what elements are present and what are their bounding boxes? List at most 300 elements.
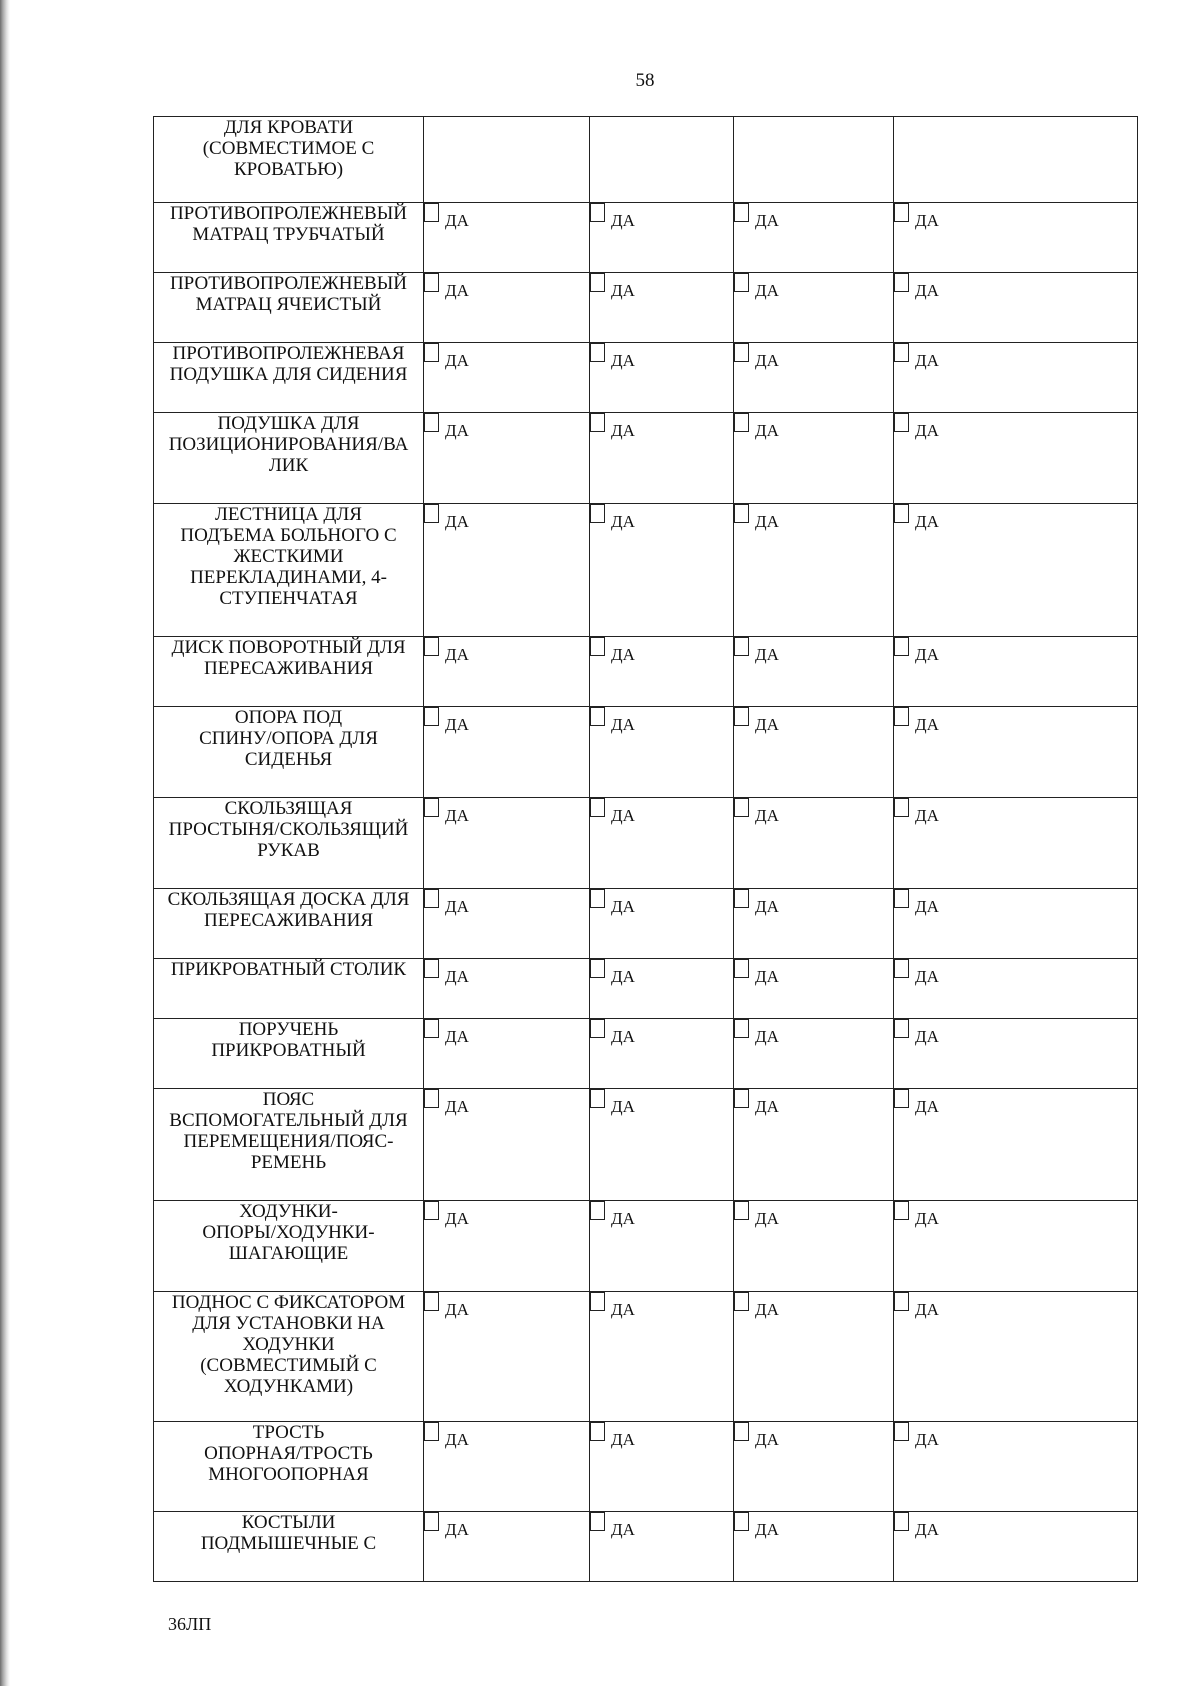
checkbox-square-icon[interactable] <box>894 959 909 978</box>
option-cell <box>424 1422 590 1512</box>
yes-checkbox[interactable] <box>734 343 779 370</box>
checkbox-square-icon[interactable] <box>734 203 749 222</box>
checkbox-square-icon[interactable] <box>894 637 909 656</box>
yes-checkbox[interactable] <box>734 203 779 230</box>
option-cell <box>424 889 590 959</box>
yes-checkbox[interactable] <box>894 1201 939 1228</box>
item-label <box>154 1201 424 1292</box>
yes-checkbox[interactable] <box>894 707 939 734</box>
yes-checkbox[interactable] <box>590 637 635 664</box>
checkbox-label: ДА <box>755 1209 779 1228</box>
checkbox-square-icon[interactable] <box>590 273 605 292</box>
yes-checkbox[interactable] <box>894 1422 939 1449</box>
checkbox-square-icon[interactable] <box>424 1292 439 1311</box>
checkbox-square-icon[interactable] <box>590 1292 605 1311</box>
checkbox-square-icon[interactable] <box>894 1089 909 1108</box>
option-cell <box>894 203 1138 273</box>
checkbox-label: ДА <box>755 1027 779 1046</box>
item-label <box>154 1422 424 1512</box>
checkbox-square-icon[interactable] <box>590 889 605 908</box>
checkbox-label: ДА <box>445 1430 469 1449</box>
item-label-line: ТРОСТЬ <box>252 1422 325 1443</box>
item-label-line: СКОЛЬЗЯЩАЯ ДОСКА ДЛЯ <box>167 889 410 910</box>
table-row <box>154 413 1138 504</box>
table-row <box>154 1512 1138 1582</box>
checkbox-label: ДА <box>915 512 939 531</box>
footer-code: 36ЛП <box>168 1614 212 1634</box>
checkbox-label: ДА <box>915 1520 939 1539</box>
checkbox-label: ДА <box>755 715 779 734</box>
table-row <box>154 1292 1138 1422</box>
yes-checkbox[interactable] <box>590 798 635 825</box>
yes-checkbox[interactable] <box>590 343 635 370</box>
option-cell <box>590 1292 734 1422</box>
checkbox-label: ДА <box>445 351 469 370</box>
checkbox-square-icon[interactable] <box>894 1292 909 1311</box>
checkbox-square-icon[interactable] <box>894 1422 909 1441</box>
checkbox-label: ДА <box>611 967 635 986</box>
checkbox-label: ДА <box>611 421 635 440</box>
checkbox-square-icon[interactable] <box>894 343 909 362</box>
table-row <box>154 1201 1138 1292</box>
yes-checkbox[interactable] <box>734 1201 779 1228</box>
option-cell <box>424 798 590 889</box>
checkbox-label: ДА <box>445 806 469 825</box>
yes-checkbox[interactable] <box>424 637 469 664</box>
item-label-line: (СОВМЕСТИМЫЙ С <box>200 1355 377 1376</box>
option-cell <box>590 1089 734 1201</box>
option-cell <box>424 504 590 637</box>
table-row <box>154 1422 1138 1512</box>
item-label-line: ОПОРА ПОД <box>234 707 343 728</box>
option-cell <box>894 1019 1138 1089</box>
yes-checkbox[interactable] <box>424 504 469 531</box>
yes-checkbox[interactable] <box>734 1019 779 1046</box>
checkbox-square-icon[interactable] <box>734 1089 749 1108</box>
table-row <box>154 798 1138 889</box>
option-cell <box>590 1019 734 1089</box>
item-label-line: ХОДУНКИ- <box>239 1201 338 1222</box>
yes-checkbox[interactable] <box>734 504 779 531</box>
option-cell <box>734 1019 894 1089</box>
yes-checkbox[interactable] <box>894 1089 939 1116</box>
yes-checkbox[interactable] <box>424 1422 469 1449</box>
checkbox-square-icon[interactable] <box>424 707 439 726</box>
option-cell <box>734 203 894 273</box>
checkbox-label: ДА <box>915 806 939 825</box>
checkbox-square-icon[interactable] <box>590 343 605 362</box>
checkbox-label: ДА <box>915 1430 939 1449</box>
item-label <box>154 343 424 413</box>
checkbox-label: ДА <box>611 1027 635 1046</box>
table-row <box>154 637 1138 707</box>
item-label-line: ПОДУШКА ДЛЯ СИДЕНИЯ <box>169 364 408 385</box>
checkbox-square-icon[interactable] <box>424 637 439 656</box>
checkbox-label: ДА <box>915 897 939 916</box>
checkbox-square-icon[interactable] <box>734 1512 749 1531</box>
yes-checkbox[interactable] <box>894 504 939 531</box>
checkbox-square-icon[interactable] <box>424 504 439 523</box>
option-cell <box>734 1422 894 1512</box>
option-cell <box>734 413 894 504</box>
option-cell <box>894 1089 1138 1201</box>
checkbox-label: ДА <box>755 967 779 986</box>
checkbox-square-icon[interactable] <box>894 1201 909 1220</box>
option-cell <box>734 504 894 637</box>
table-body <box>154 117 1138 1582</box>
checkbox-square-icon[interactable] <box>424 959 439 978</box>
item-label-line: ХОДУНКИ <box>242 1334 335 1355</box>
yes-checkbox[interactable] <box>894 203 939 230</box>
yes-checkbox[interactable] <box>734 798 779 825</box>
option-cell <box>734 889 894 959</box>
checkbox-label: ДА <box>611 211 635 230</box>
yes-checkbox[interactable] <box>424 1089 469 1116</box>
table-row <box>154 1089 1138 1201</box>
yes-checkbox[interactable] <box>734 1512 779 1539</box>
yes-checkbox[interactable] <box>424 273 469 300</box>
option-cell <box>894 1422 1138 1512</box>
checkbox-label: ДА <box>445 967 469 986</box>
yes-checkbox[interactable] <box>734 273 779 300</box>
option-cell <box>734 1201 894 1292</box>
item-label-line: ВСПОМОГАТЕЛЬНЫЙ ДЛЯ <box>169 1110 408 1131</box>
option-cell <box>424 1201 590 1292</box>
option-cell <box>590 203 734 273</box>
item-label-line: МАТРАЦ ТРУБЧАТЫЙ <box>192 224 385 245</box>
yes-checkbox[interactable] <box>894 1292 939 1319</box>
checkbox-label: ДА <box>915 1027 939 1046</box>
option-cell <box>424 1292 590 1422</box>
checkbox-label: ДА <box>755 1300 779 1319</box>
option-cell <box>424 117 590 203</box>
option-cell <box>424 203 590 273</box>
yes-checkbox[interactable] <box>894 959 939 986</box>
checkbox-label: ДА <box>755 806 779 825</box>
item-label <box>154 798 424 889</box>
item-label-line: ПРИКРОВАТНЫЙ <box>211 1040 366 1061</box>
yes-checkbox[interactable] <box>424 1512 469 1539</box>
item-label-line: ПРОТИВОПРОЛЕЖНЕВЫЙ <box>169 273 408 294</box>
yes-checkbox[interactable] <box>590 504 635 531</box>
checkbox-square-icon[interactable] <box>734 959 749 978</box>
checkbox-label: ДА <box>445 715 469 734</box>
checkbox-square-icon[interactable] <box>590 959 605 978</box>
option-cell <box>734 959 894 1019</box>
item-label <box>154 1019 424 1089</box>
checkbox-square-icon[interactable] <box>590 1512 605 1531</box>
checkbox-label: ДА <box>755 281 779 300</box>
option-cell <box>894 707 1138 798</box>
checkbox-label: ДА <box>445 211 469 230</box>
item-label-line: МАТРАЦ ЯЧЕИСТЫЙ <box>195 294 382 315</box>
equipment-table <box>153 116 1138 1582</box>
checkbox-square-icon[interactable] <box>894 273 909 292</box>
item-label-line: ПЕРЕКЛАДИНАМИ, 4- <box>190 567 387 588</box>
item-label-line: ПОРУЧЕНЬ <box>238 1019 339 1040</box>
checkbox-label: ДА <box>445 1520 469 1539</box>
item-label-line: ПРОСТЫНЯ/СКОЛЬЗЯЩИЙ <box>168 819 409 840</box>
yes-checkbox[interactable] <box>590 1019 635 1046</box>
checkbox-label: ДА <box>611 1520 635 1539</box>
yes-checkbox[interactable] <box>734 1422 779 1449</box>
yes-checkbox[interactable] <box>894 889 939 916</box>
option-cell <box>734 1089 894 1201</box>
checkbox-label: ДА <box>445 512 469 531</box>
checkbox-square-icon[interactable] <box>590 504 605 523</box>
yes-checkbox[interactable] <box>894 1512 939 1539</box>
checkbox-square-icon[interactable] <box>734 413 749 432</box>
item-label-line: СТУПЕНЧАТАЯ <box>219 588 358 609</box>
item-label-line: ПЕРЕСАЖИВАНИЯ <box>203 658 373 679</box>
checkbox-square-icon[interactable] <box>894 798 909 817</box>
checkbox-label: ДА <box>915 421 939 440</box>
page-number: 58 <box>635 70 655 91</box>
item-label-line: КОСТЫЛИ <box>241 1512 336 1533</box>
yes-checkbox[interactable] <box>734 707 779 734</box>
checkbox-square-icon[interactable] <box>424 273 439 292</box>
checkbox-square-icon[interactable] <box>734 343 749 362</box>
checkbox-square-icon[interactable] <box>590 413 605 432</box>
checkbox-label: ДА <box>611 1209 635 1228</box>
checkbox-label: ДА <box>611 351 635 370</box>
item-label <box>154 1292 424 1422</box>
item-label-line: ПОДНОС С ФИКСАТОРОМ <box>171 1292 406 1313</box>
checkbox-square-icon[interactable] <box>734 798 749 817</box>
option-cell <box>424 1512 590 1582</box>
item-label-line: ПЕРЕМЕЩЕНИЯ/ПОЯС- <box>183 1131 394 1152</box>
option-cell <box>734 798 894 889</box>
option-cell <box>424 1019 590 1089</box>
table-row <box>154 343 1138 413</box>
yes-checkbox[interactable] <box>590 1201 635 1228</box>
yes-checkbox[interactable] <box>734 889 779 916</box>
yes-checkbox[interactable] <box>590 413 635 440</box>
item-label-line: ПРОТИВОПРОЛЕЖНЕВАЯ <box>172 343 405 364</box>
yes-checkbox[interactable] <box>424 1292 469 1319</box>
item-label-line: СИДЕНЬЯ <box>244 749 333 770</box>
yes-checkbox[interactable] <box>590 889 635 916</box>
yes-checkbox[interactable] <box>424 959 469 986</box>
item-label <box>154 959 424 1019</box>
option-cell <box>590 117 734 203</box>
yes-checkbox[interactable] <box>590 1089 635 1116</box>
checkbox-label: ДА <box>611 1300 635 1319</box>
checkbox-label: ДА <box>445 1027 469 1046</box>
checkbox-square-icon[interactable] <box>734 504 749 523</box>
option-cell <box>424 637 590 707</box>
yes-checkbox[interactable] <box>590 273 635 300</box>
checkbox-square-icon[interactable] <box>424 343 439 362</box>
table-row <box>154 1019 1138 1089</box>
yes-checkbox[interactable] <box>894 1019 939 1046</box>
checkbox-label: ДА <box>755 512 779 531</box>
yes-checkbox[interactable] <box>590 1512 635 1539</box>
checkbox-square-icon[interactable] <box>894 504 909 523</box>
yes-checkbox[interactable] <box>424 1019 469 1046</box>
item-label-line: КРОВАТЬЮ) <box>233 159 344 180</box>
checkbox-square-icon[interactable] <box>590 1422 605 1441</box>
option-cell <box>734 273 894 343</box>
item-label-line: ПЕРЕСАЖИВАНИЯ <box>203 910 373 931</box>
yes-checkbox[interactable] <box>734 1089 779 1116</box>
checkbox-square-icon[interactable] <box>734 637 749 656</box>
option-cell <box>590 504 734 637</box>
checkbox-square-icon[interactable] <box>424 203 439 222</box>
yes-checkbox[interactable] <box>734 413 779 440</box>
checkbox-square-icon[interactable] <box>424 1089 439 1108</box>
checkbox-label: ДА <box>755 897 779 916</box>
table-row <box>154 707 1138 798</box>
checkbox-label: ДА <box>755 421 779 440</box>
item-label-line: ПРОТИВОПРОЛЕЖНЕВЫЙ <box>169 203 408 224</box>
checkbox-label: ДА <box>755 645 779 664</box>
checkbox-label: ДА <box>755 1520 779 1539</box>
yes-checkbox[interactable] <box>894 413 939 440</box>
checkbox-square-icon[interactable] <box>734 1201 749 1220</box>
option-cell <box>590 413 734 504</box>
yes-checkbox[interactable] <box>894 273 939 300</box>
yes-checkbox[interactable] <box>734 637 779 664</box>
yes-checkbox[interactable] <box>424 413 469 440</box>
yes-checkbox[interactable] <box>590 707 635 734</box>
checkbox-square-icon[interactable] <box>590 1019 605 1038</box>
checkbox-square-icon[interactable] <box>734 1019 749 1038</box>
option-cell <box>894 798 1138 889</box>
checkbox-label: ДА <box>915 1209 939 1228</box>
option-cell <box>734 1292 894 1422</box>
item-label-line: ОПОРЫ/ХОДУНКИ- <box>202 1222 375 1243</box>
option-cell <box>894 117 1138 203</box>
checkbox-square-icon[interactable] <box>590 707 605 726</box>
yes-checkbox[interactable] <box>590 1422 635 1449</box>
option-cell <box>424 413 590 504</box>
option-cell <box>590 889 734 959</box>
checkbox-square-icon[interactable] <box>590 1201 605 1220</box>
option-cell <box>590 1201 734 1292</box>
option-cell <box>734 707 894 798</box>
checkbox-square-icon[interactable] <box>734 1292 749 1311</box>
yes-checkbox[interactable] <box>894 637 939 664</box>
checkbox-label: ДА <box>755 1430 779 1449</box>
item-label-line: ПОЗИЦИОНИРОВАНИЯ/ВА <box>168 434 409 455</box>
checkbox-square-icon[interactable] <box>424 1512 439 1531</box>
option-cell <box>590 798 734 889</box>
checkbox-square-icon[interactable] <box>734 889 749 908</box>
item-label-line: ЖЕСТКИМИ <box>233 546 344 567</box>
yes-checkbox[interactable] <box>424 889 469 916</box>
checkbox-square-icon[interactable] <box>424 798 439 817</box>
item-label-line: ПОДУШКА ДЛЯ <box>217 413 360 434</box>
checkbox-label: ДА <box>445 281 469 300</box>
yes-checkbox[interactable] <box>424 707 469 734</box>
checkbox-square-icon[interactable] <box>734 707 749 726</box>
checkbox-label: ДА <box>611 1097 635 1116</box>
checkbox-label: ДА <box>611 281 635 300</box>
option-cell <box>590 1422 734 1512</box>
checkbox-square-icon[interactable] <box>590 1089 605 1108</box>
checkbox-square-icon[interactable] <box>424 1019 439 1038</box>
checkbox-square-icon[interactable] <box>894 1019 909 1038</box>
checkbox-label: ДА <box>915 211 939 230</box>
item-label-line: ДИСК ПОВОРОТНЫЙ ДЛЯ <box>171 637 406 658</box>
item-label-line: МНОГООПОРНАЯ <box>208 1464 369 1485</box>
item-label-line: ПРИКРОВАТНЫЙ СТОЛИК <box>170 959 407 980</box>
checkbox-square-icon[interactable] <box>894 413 909 432</box>
item-label <box>154 1089 424 1201</box>
item-label-line: ПОДМЫШЕЧНЫЕ С <box>200 1533 377 1554</box>
option-cell <box>734 1512 894 1582</box>
checkbox-square-icon[interactable] <box>590 203 605 222</box>
checkbox-square-icon[interactable] <box>894 707 909 726</box>
checkbox-square-icon[interactable] <box>424 889 439 908</box>
option-cell <box>734 343 894 413</box>
checkbox-label: ДА <box>445 897 469 916</box>
checkbox-label: ДА <box>755 1097 779 1116</box>
item-label <box>154 889 424 959</box>
checkbox-square-icon[interactable] <box>424 413 439 432</box>
option-cell <box>894 1201 1138 1292</box>
yes-checkbox[interactable] <box>590 1292 635 1319</box>
option-cell <box>590 637 734 707</box>
yes-checkbox[interactable] <box>734 959 779 986</box>
item-label-line: ЛЕСТНИЦА ДЛЯ <box>215 504 362 525</box>
option-cell <box>894 413 1138 504</box>
yes-checkbox[interactable] <box>590 959 635 986</box>
table-row <box>154 504 1138 637</box>
scan-edge <box>0 0 10 1686</box>
option-cell <box>894 273 1138 343</box>
checkbox-label: ДА <box>445 1209 469 1228</box>
item-label <box>154 203 424 273</box>
yes-checkbox[interactable] <box>894 798 939 825</box>
yes-checkbox[interactable] <box>424 203 469 230</box>
checkbox-label: ДА <box>915 351 939 370</box>
option-cell <box>894 959 1138 1019</box>
item-label-line: СКОЛЬЗЯЩАЯ <box>224 798 353 819</box>
yes-checkbox[interactable] <box>424 343 469 370</box>
checkbox-label: ДА <box>611 645 635 664</box>
checkbox-square-icon[interactable] <box>894 203 909 222</box>
checkbox-label: ДА <box>611 512 635 531</box>
checkbox-square-icon[interactable] <box>590 798 605 817</box>
item-label-line: ДЛЯ КРОВАТИ <box>223 117 354 138</box>
item-label <box>154 413 424 504</box>
checkbox-square-icon[interactable] <box>424 1422 439 1441</box>
item-label-line: ХОДУНКАМИ) <box>223 1376 354 1397</box>
checkbox-label: ДА <box>915 1097 939 1116</box>
option-cell <box>590 273 734 343</box>
yes-checkbox[interactable] <box>424 1201 469 1228</box>
option-cell <box>894 637 1138 707</box>
checkbox-square-icon[interactable] <box>894 1512 909 1531</box>
checkbox-square-icon[interactable] <box>894 889 909 908</box>
yes-checkbox[interactable] <box>590 203 635 230</box>
yes-checkbox[interactable] <box>734 1292 779 1319</box>
checkbox-square-icon[interactable] <box>590 637 605 656</box>
checkbox-label: ДА <box>915 967 939 986</box>
item-label-line: ОПОРНАЯ/ТРОСТЬ <box>204 1443 373 1464</box>
checkbox-square-icon[interactable] <box>424 1201 439 1220</box>
checkbox-square-icon[interactable] <box>734 1422 749 1441</box>
yes-checkbox[interactable] <box>424 798 469 825</box>
item-label-line: РУКАВ <box>257 840 320 861</box>
option-cell <box>590 959 734 1019</box>
yes-checkbox[interactable] <box>894 343 939 370</box>
table-row <box>154 203 1138 273</box>
checkbox-square-icon[interactable] <box>734 273 749 292</box>
checkbox-label: ДА <box>755 211 779 230</box>
